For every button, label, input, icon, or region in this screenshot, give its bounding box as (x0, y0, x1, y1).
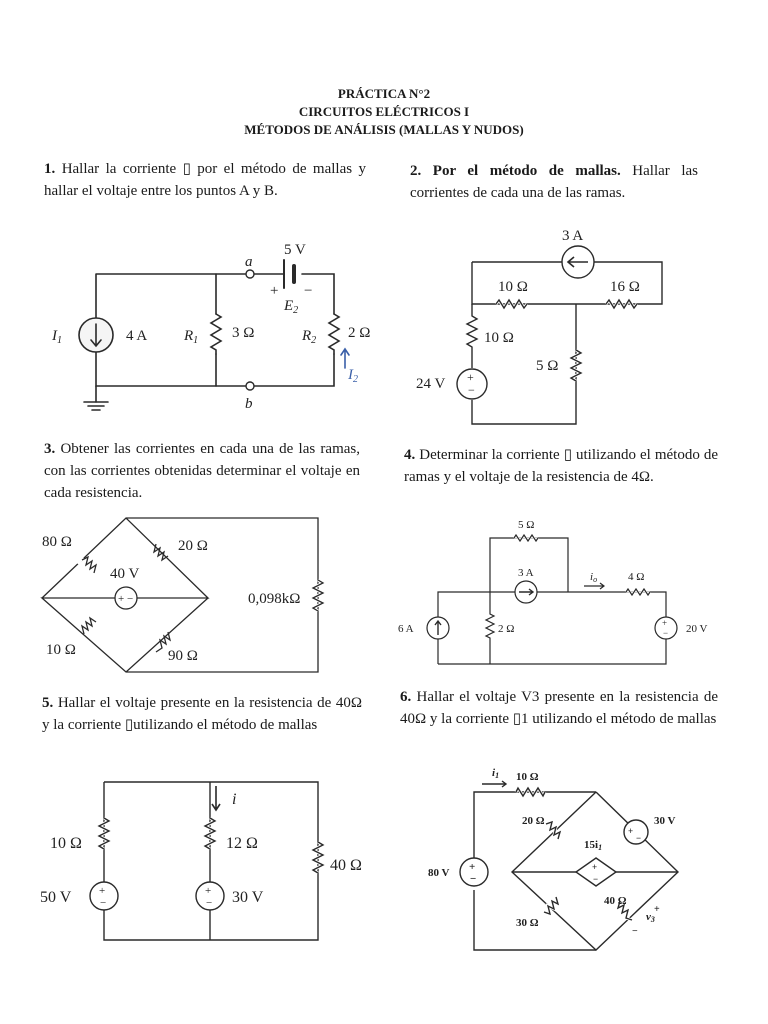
label-6a: 6 A (398, 623, 414, 635)
label-minus: − (468, 383, 475, 397)
svg-text:+: + (662, 618, 668, 628)
label-24v: 24 V (416, 376, 446, 392)
practice-title: PRÁCTICA N°2 (337, 86, 431, 101)
problem-2-statement: Hallar las corrientes de cada una de las ramas. (410, 163, 698, 201)
label-i1: $I_1$ (52, 328, 62, 346)
label-e2: $E_2$ (284, 298, 299, 316)
label-i2: $I_2$ (348, 367, 358, 385)
label-10ohm-top: 10 Ω (498, 279, 528, 295)
label-0098kohm: 0,098kΩ (248, 591, 301, 607)
svg-text:−: − (470, 873, 477, 885)
label-r2: $R_2$ (302, 328, 317, 346)
problem-4-statement: Determinar la corriente ▯ utilizando el método de ramas y el voltaje de la resistencia de 4Ω. (404, 447, 718, 485)
problem-5-number: 5. (42, 695, 54, 711)
label-3a: 3 A (518, 567, 534, 579)
label-4a: 4 A (126, 328, 148, 344)
svg-text:+: + (592, 862, 598, 872)
label-i1: i1 (492, 767, 500, 780)
problem-1-number: 1. (44, 161, 56, 177)
problem-2-number: 2. (410, 163, 422, 179)
label-40ohm: 40 Ω (604, 895, 627, 907)
label-3a: 3 A (562, 228, 584, 244)
problem-6-text (400, 686, 718, 730)
label-node-b: b (245, 396, 253, 412)
label-5ohm: 5 Ω (536, 358, 559, 374)
label-10ohm: 10 Ω (516, 771, 539, 783)
label-30v: 30 V (654, 815, 676, 827)
circuit-1 (40, 236, 380, 416)
label-16ohm: 16 Ω (610, 279, 640, 295)
svg-text:−: − (100, 897, 107, 909)
problem-1-text (44, 158, 366, 202)
svg-text:−: − (636, 833, 642, 843)
label-io: io (590, 571, 598, 584)
problem-5-text (42, 692, 362, 736)
label-minus: − (632, 926, 638, 937)
problem-3-number: 3. (44, 441, 56, 457)
problem-6-number: 6. (400, 689, 412, 705)
problem-1-statement: Hallar la corriente ▯ por el método de mallas y hallar el voltaje entre los puntos A y B. (44, 161, 367, 199)
label-5ohm: 5 Ω (518, 519, 535, 531)
label-plus: + (654, 904, 660, 915)
label-5v: 5 V (284, 242, 306, 258)
svg-text:+: + (628, 826, 634, 836)
label-12ohm: 12 Ω (226, 835, 258, 852)
label-2ohm: 2 Ω (498, 623, 515, 635)
label-80v: 80 V (428, 867, 450, 879)
label-80ohm: 80 Ω (42, 534, 72, 550)
label-20ohm: 20 Ω (522, 815, 545, 827)
problem-4-number: 4. (404, 447, 416, 463)
label-i: i (232, 791, 237, 808)
label-4ohm: 4 Ω (628, 571, 645, 583)
svg-text:+: + (99, 885, 106, 897)
svg-text:+ −: + − (118, 593, 134, 605)
label-15i1: 15i1 (584, 839, 603, 852)
label-90ohm: 90 Ω (168, 648, 198, 664)
course-title: CIRCUITOS ELÉCTRICOS I (298, 104, 470, 119)
problem-5-statement: Hallar el voltaje presente en la resistencia de 40Ω y la corriente ▯utilizando el método de mallas (42, 695, 362, 733)
label-40v: 40 V (110, 566, 140, 582)
svg-text:−: − (206, 897, 213, 909)
problem-3-statement: Obtener las corrientes en cada una de las ramas, con las corrientes obtenidas determinar el voltaje en cada resistencia. (44, 441, 360, 501)
label-50v: 50 V (40, 889, 72, 906)
circuit-6 (426, 762, 716, 962)
circuit-3 (40, 510, 330, 680)
label-minus: − (304, 283, 313, 299)
label-10ohm-left: 10 Ω (484, 330, 514, 346)
svg-text:−: − (663, 628, 669, 638)
label-2ohm: 2 Ω (348, 325, 371, 341)
label-20ohm: 20 Ω (178, 538, 208, 554)
problem-2-text (410, 160, 698, 204)
problem-6-statement: Hallar el voltaje V3 presente en la resistencia de 40Ω y la corriente ▯1 utilizando el método de mallas (400, 689, 719, 727)
circuit-4 (394, 512, 724, 672)
label-10ohm: 10 Ω (50, 835, 82, 852)
label-r1: $R_1$ (184, 328, 199, 346)
problem-2-method: Por el método de mallas. (432, 163, 621, 179)
label-30v: 30 V (232, 889, 264, 906)
topic-title: MÉTODOS DE ANÁLISIS (MALLAS Y NUDOS) (244, 122, 524, 137)
label-40ohm: 40 Ω (330, 857, 362, 874)
problem-4-text (404, 444, 718, 488)
circuit-2 (410, 224, 700, 424)
problem-3-text (44, 438, 360, 504)
label-plus: + (270, 283, 279, 299)
circuit-5 (36, 772, 376, 952)
label-v3: v3 (646, 911, 655, 924)
svg-text:−: − (593, 874, 599, 884)
svg-text:+: + (469, 861, 476, 873)
label-30ohm: 30 Ω (516, 917, 539, 929)
label-20v: 20 V (686, 623, 708, 635)
svg-text:+: + (205, 885, 212, 897)
label-10ohm: 10 Ω (46, 642, 76, 658)
label-node-a: a (245, 254, 253, 270)
label-plus: + (467, 370, 474, 384)
label-3ohm: 3 Ω (232, 325, 255, 341)
